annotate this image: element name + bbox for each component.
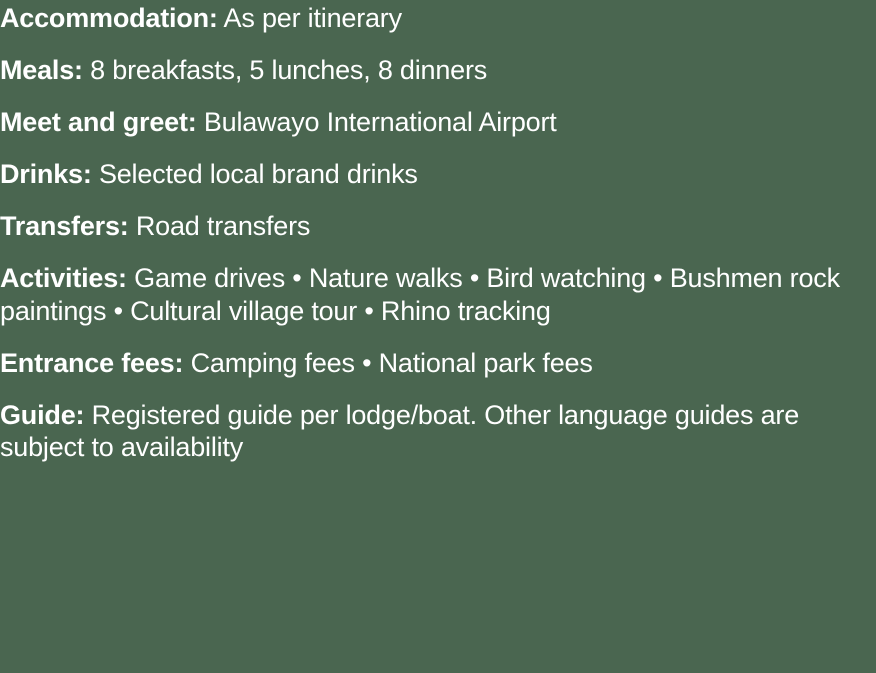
detail-label-accommodation: Accommodation: [0, 3, 218, 33]
detail-row-activities [0, 262, 868, 328]
detail-row-meals [0, 54, 868, 87]
bottom-spacer [0, 483, 868, 673]
detail-label-transfers: Transfers: [0, 210, 129, 241]
detail-row-drinks [0, 158, 868, 191]
detail-value-transfers: Road transfers [135, 210, 311, 241]
detail-row-accommodation [0, 2, 868, 35]
detail-value-drinks: Selected local brand drinks [98, 158, 418, 189]
detail-row-transfers [0, 210, 868, 243]
detail-value-meals: 8 breakfasts, 5 lunches, 8 dinners [90, 54, 488, 85]
detail-label-drinks: Drinks: [0, 158, 92, 189]
detail-row-guide [0, 399, 868, 465]
detail-value-activities: Game drives • Nature walks • Bird watching • Bushmen rock paintings • Cultural village tour • Rhino tracking [0, 262, 840, 326]
detail-label-meet-and-greet: Meet and greet: [0, 106, 197, 137]
detail-label-entrance-fees: Entrance fees: [0, 347, 184, 378]
detail-value-accommodation: As per itinerary [223, 3, 402, 33]
detail-label-guide: Guide: [0, 399, 85, 430]
detail-label-meals: Meals: [0, 54, 83, 85]
detail-value-meet-and-greet: Bulawayo International Airport [203, 106, 557, 137]
detail-value-guide: Registered guide per lodge/boat. Other language guides are subject to availability [0, 399, 800, 463]
detail-value-entrance-fees: Camping fees • National park fees [190, 347, 593, 378]
detail-row-entrance-fees [0, 347, 868, 380]
detail-label-activities: Activities: [0, 262, 127, 293]
detail-row-meet-and-greet [0, 106, 868, 139]
